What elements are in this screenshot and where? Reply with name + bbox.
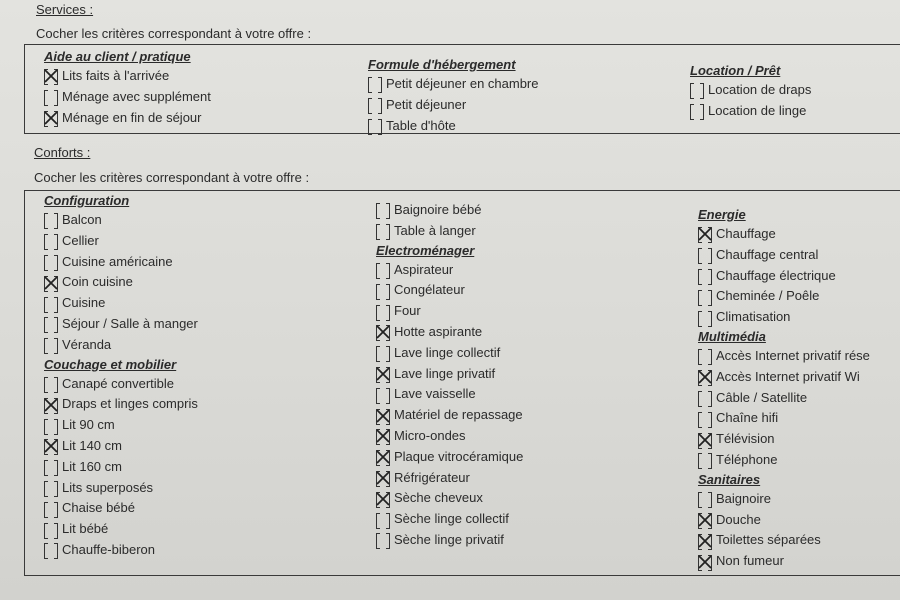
- cross-mark-icon: [44, 111, 58, 125]
- cross-mark-icon: [698, 370, 712, 384]
- checkbox-icon[interactable]: [44, 377, 58, 391]
- checked-box-icon[interactable]: [698, 370, 712, 384]
- checkbox-label: Chauffe-biberon: [62, 541, 155, 557]
- checkbox-item-climatisation[interactable]: [698, 307, 870, 328]
- checkbox-label: Table à langer: [394, 222, 476, 238]
- checkbox-item-cellier[interactable]: [44, 231, 198, 252]
- checkbox-item-chauffe-biberon[interactable]: [44, 540, 198, 561]
- checkbox-label: Climatisation: [716, 309, 791, 325]
- checkbox-label: Coin cuisine: [62, 274, 133, 290]
- checked-box-icon[interactable]: [376, 471, 390, 485]
- checkbox-item-hotte-aspirante[interactable]: [376, 322, 523, 343]
- checkbox-item-douche[interactable]: [698, 510, 870, 531]
- checkbox-item-chauffage-electrique[interactable]: [698, 266, 870, 287]
- checkbox-label: Petit déjeuner en chambre: [386, 76, 539, 91]
- checkbox-icon[interactable]: [376, 203, 390, 217]
- checkbox-item-lit-160-cm[interactable]: [44, 457, 198, 478]
- checkbox-label: Baignoire bébé: [394, 202, 482, 217]
- checkbox-label: Lit 160 cm: [62, 458, 122, 474]
- cross-mark-icon: [376, 471, 390, 485]
- services-column-location: [690, 62, 811, 122]
- cross-mark-icon: [376, 429, 390, 443]
- cross-mark-icon: [44, 439, 58, 453]
- cross-mark-icon: [376, 325, 390, 339]
- checkbox-icon[interactable]: [698, 391, 712, 405]
- cross-mark-icon: [44, 398, 58, 412]
- conforts-heading: Conforts :: [34, 145, 91, 160]
- checkbox-item-congelateur[interactable]: [376, 280, 523, 301]
- checkbox-label: Chauffage central: [716, 246, 819, 262]
- checkbox-item-lits-faits-a-l-arrivee[interactable]: [44, 66, 211, 87]
- cross-mark-icon: [698, 555, 712, 569]
- checkbox-icon[interactable]: [690, 83, 704, 97]
- checkbox-label: Cuisine américaine: [62, 253, 173, 269]
- checkbox-label: Cheminée / Poêle: [716, 288, 820, 304]
- checkbox-item-non-fumeur[interactable]: [698, 551, 870, 572]
- checkbox-icon[interactable]: [698, 311, 712, 325]
- checkbox-icon[interactable]: [44, 481, 58, 495]
- checkbox-label: Chaise bébé: [62, 500, 135, 516]
- checked-box-icon[interactable]: [376, 492, 390, 506]
- checkbox-label: Accès Internet privatif Wi: [716, 368, 860, 384]
- checkbox-icon[interactable]: [44, 419, 58, 433]
- checkbox-icon[interactable]: [698, 349, 712, 363]
- checkbox-item-table-d-hote[interactable]: [368, 116, 538, 137]
- checkbox-label: Plaque vitrocéramique: [394, 448, 524, 464]
- checkbox-icon[interactable]: [698, 453, 712, 467]
- checked-box-icon[interactable]: [376, 429, 390, 443]
- cross-mark-icon: [376, 492, 390, 506]
- checkbox-item-chauffage-central[interactable]: [698, 245, 870, 266]
- checkbox-label: Lave linge collectif: [394, 344, 501, 360]
- section-title-multimedia: Multimédia: [698, 328, 766, 344]
- checkbox-label: Draps et linges compris: [62, 396, 198, 412]
- conforts-column-1: [44, 192, 198, 561]
- checkbox-item-telephone[interactable]: [698, 450, 870, 471]
- checkbox-item-cuisine-americaine[interactable]: [44, 252, 198, 273]
- checkbox-item-chauffage[interactable]: [698, 224, 870, 245]
- checkbox-icon[interactable]: [44, 543, 58, 557]
- checkbox-item-aspirateur[interactable]: [376, 260, 523, 281]
- cross-mark-icon: [698, 534, 712, 548]
- checkbox-item-acces-internet-privatif-rese[interactable]: [698, 346, 870, 367]
- checkbox-icon[interactable]: [376, 388, 390, 402]
- checkbox-item-menage-avec-supplement[interactable]: [44, 87, 211, 108]
- checkbox-label: Lits faits à l'arrivée: [62, 68, 170, 83]
- section-title-formule-d-hebergement: Formule d'hébergement: [368, 57, 516, 72]
- checkbox-item-sejour-salle-a-manger[interactable]: [44, 314, 198, 335]
- cross-mark-icon: [44, 69, 58, 83]
- checkbox-item-chaine-hifi[interactable]: [698, 408, 870, 429]
- checked-box-icon[interactable]: [376, 367, 390, 381]
- checkbox-label: Lits superposés: [62, 479, 154, 495]
- checkbox-item-lave-linge-privatif[interactable]: [376, 364, 523, 385]
- checkbox-icon[interactable]: [376, 533, 390, 547]
- checkbox-icon[interactable]: [44, 523, 58, 537]
- checkbox-label: Matériel de repassage: [394, 407, 523, 423]
- checkbox-label: Sèche linge collectif: [394, 511, 509, 527]
- checkbox-label: Lave vaisselle: [394, 386, 476, 402]
- checkbox-icon[interactable]: [44, 502, 58, 516]
- checkbox-item-draps-et-linges-compris[interactable]: [44, 394, 198, 415]
- checkbox-item-petit-dejeuner[interactable]: [368, 95, 538, 116]
- checkbox-item-lit-bebe[interactable]: [44, 519, 198, 540]
- checkbox-icon[interactable]: [698, 290, 712, 304]
- checkbox-icon[interactable]: [376, 284, 390, 298]
- section-title-electromenager: Electroménager: [376, 242, 475, 258]
- checkbox-label: Non fumeur: [716, 553, 784, 569]
- checkbox-item-cable-satellite[interactable]: [698, 388, 870, 409]
- checked-box-icon[interactable]: [44, 398, 58, 412]
- checkbox-icon[interactable]: [368, 119, 382, 133]
- checkbox-icon[interactable]: [44, 338, 58, 352]
- checkbox-label: Chauffage: [716, 226, 776, 241]
- checkbox-item-table-a-langer[interactable]: [376, 221, 523, 242]
- checkbox-icon[interactable]: [44, 213, 58, 227]
- checked-box-icon[interactable]: [376, 325, 390, 339]
- checkbox-item-seche-cheveux[interactable]: [376, 488, 523, 509]
- checkbox-label: Canapé convertible: [62, 375, 175, 391]
- checkbox-label: Ménage en fin de séjour: [62, 109, 202, 125]
- checked-box-icon[interactable]: [698, 433, 712, 447]
- checkbox-label: Véranda: [62, 336, 112, 352]
- checkbox-item-four[interactable]: [376, 301, 523, 322]
- checkbox-item-cheminee-poele[interactable]: [698, 286, 870, 307]
- checkbox-item-veranda[interactable]: [44, 335, 198, 356]
- services-column-formule: [368, 56, 538, 136]
- services-column-aide: [44, 48, 211, 128]
- checkbox-label: Chauffage électrique: [716, 267, 836, 283]
- checkbox-icon[interactable]: [44, 90, 58, 104]
- checkbox-icon[interactable]: [376, 346, 390, 360]
- section-title-couchage-et-mobilier: Couchage et mobilier: [44, 356, 177, 372]
- checkbox-label: Sèche linge privatif: [394, 531, 504, 547]
- checkbox-item-materiel-de-repassage[interactable]: [376, 405, 523, 426]
- section-title-sanitaires: Sanitaires: [698, 471, 761, 487]
- checked-box-icon[interactable]: [376, 409, 390, 423]
- checkbox-label: Lave linge privatif: [394, 365, 496, 381]
- section-title-aide-au-client-pratique: Aide au client / pratique: [44, 49, 191, 64]
- checkbox-item-lave-vaisselle[interactable]: [376, 384, 523, 405]
- checkbox-item-location-de-linge[interactable]: [690, 101, 811, 122]
- checkbox-label: Cellier: [62, 232, 99, 248]
- checked-box-icon[interactable]: [44, 276, 58, 290]
- checked-box-icon[interactable]: [698, 227, 712, 241]
- checkbox-label: Douche: [716, 511, 761, 527]
- checkbox-item-television[interactable]: [698, 429, 870, 450]
- checkbox-icon[interactable]: [44, 317, 58, 331]
- checkbox-label: Four: [394, 303, 421, 319]
- cross-mark-icon: [698, 227, 712, 241]
- section-title-energie: Energie: [698, 207, 746, 222]
- checkbox-item-menage-en-fin-de-sejour[interactable]: [44, 108, 211, 129]
- checkbox-label: Réfrigérateur: [394, 469, 470, 485]
- checkbox-icon[interactable]: [376, 263, 390, 277]
- checked-box-icon[interactable]: [698, 555, 712, 569]
- checkbox-label: Accès Internet privatif rése: [716, 347, 870, 363]
- cross-mark-icon: [698, 513, 712, 527]
- checked-box-icon[interactable]: [698, 534, 712, 548]
- checkbox-icon[interactable]: [368, 98, 382, 112]
- cross-mark-icon: [698, 433, 712, 447]
- cross-mark-icon: [44, 276, 58, 290]
- checkbox-item-location-de-draps[interactable]: [690, 80, 811, 101]
- checkbox-item-lits-superposes[interactable]: [44, 478, 198, 499]
- checkbox-icon[interactable]: [44, 255, 58, 269]
- checkbox-label: Location de linge: [708, 102, 807, 118]
- checkbox-icon[interactable]: [698, 248, 712, 262]
- checkbox-item-coin-cuisine[interactable]: [44, 272, 198, 293]
- conforts-instruction: Cocher les critères correspondant à votre offre :: [34, 170, 310, 185]
- checkbox-label: Télévision: [716, 431, 775, 447]
- checked-box-icon[interactable]: [698, 513, 712, 527]
- checkbox-label: Chaîne hifi: [716, 410, 779, 426]
- checkbox-label: Balcon: [62, 212, 102, 227]
- checkbox-item-micro-ondes[interactable]: [376, 426, 523, 447]
- checked-box-icon[interactable]: [44, 439, 58, 453]
- checkbox-icon[interactable]: [376, 224, 390, 238]
- checkbox-item-seche-linge-privatif[interactable]: [376, 530, 523, 551]
- checkbox-item-canape-convertible[interactable]: [44, 374, 198, 395]
- checkbox-label: Toilettes séparées: [716, 532, 821, 548]
- checkbox-label: Micro-ondes: [394, 427, 466, 443]
- checkbox-icon[interactable]: [698, 492, 712, 506]
- cross-mark-icon: [376, 409, 390, 423]
- checkbox-label: Baignoire: [716, 490, 771, 506]
- checkbox-item-refrigerateur[interactable]: [376, 468, 523, 489]
- checked-box-icon[interactable]: [376, 450, 390, 464]
- checkbox-icon[interactable]: [44, 234, 58, 248]
- cross-mark-icon: [376, 367, 390, 381]
- checkbox-item-chaise-bebe[interactable]: [44, 498, 198, 519]
- conforts-column-2: [376, 200, 523, 551]
- checkbox-item-cuisine[interactable]: [44, 293, 198, 314]
- checkbox-item-baignoire[interactable]: [698, 489, 870, 510]
- services-instruction: Cocher les critères correspondant à votre offre :: [36, 26, 312, 41]
- checkbox-label: Hotte aspirante: [394, 323, 483, 339]
- checkbox-label: Petit déjeuner: [386, 96, 467, 112]
- checkbox-icon[interactable]: [690, 104, 704, 118]
- checkbox-item-lit-140-cm[interactable]: [44, 436, 198, 457]
- checkbox-label: Cuisine: [62, 295, 106, 311]
- checkbox-label: Ménage avec supplément: [62, 88, 211, 104]
- checkbox-label: Téléphone: [716, 451, 778, 467]
- checkbox-item-plaque-vitroceramique[interactable]: [376, 447, 523, 468]
- checkbox-item-lave-linge-collectif[interactable]: [376, 343, 523, 364]
- checked-box-icon[interactable]: [44, 111, 58, 125]
- checkbox-icon[interactable]: [698, 412, 712, 426]
- checkbox-icon[interactable]: [44, 460, 58, 474]
- checkbox-item-balcon[interactable]: [44, 210, 198, 231]
- checkbox-label: Sèche cheveux: [394, 490, 483, 506]
- checkbox-label: Table d'hôte: [386, 117, 456, 133]
- checkbox-item-lit-90-cm[interactable]: [44, 415, 198, 436]
- checkbox-icon[interactable]: [698, 269, 712, 283]
- checkbox-icon[interactable]: [368, 77, 382, 91]
- checkbox-icon[interactable]: [376, 513, 390, 527]
- checkbox-label: Séjour / Salle à manger: [62, 315, 198, 331]
- section-title-configuration: Configuration: [44, 193, 130, 208]
- services-heading: Services :: [36, 2, 94, 17]
- checkbox-label: Lit 140 cm: [62, 437, 122, 453]
- checkbox-label: Location de draps: [708, 82, 812, 97]
- checkbox-item-baignoire-bebe[interactable]: [376, 200, 523, 221]
- checkbox-item-toilettes-separees[interactable]: [698, 530, 870, 551]
- checkbox-label: Lit bébé: [62, 521, 109, 537]
- checked-box-icon[interactable]: [44, 69, 58, 83]
- cross-mark-icon: [376, 450, 390, 464]
- checkbox-item-petit-dejeuner-en-chambre[interactable]: [368, 74, 538, 95]
- checkbox-icon[interactable]: [44, 297, 58, 311]
- checkbox-label: Lit 90 cm: [62, 417, 115, 433]
- checkbox-icon[interactable]: [376, 305, 390, 319]
- checkbox-item-acces-internet-privatif-wi[interactable]: [698, 367, 870, 388]
- checkbox-label: Câble / Satellite: [716, 389, 808, 405]
- conforts-column-3: [698, 206, 870, 572]
- checkbox-label: Congélateur: [394, 282, 465, 298]
- checkbox-item-seche-linge-collectif[interactable]: [376, 509, 523, 530]
- section-title-location-pret: Location / Prêt: [690, 63, 781, 78]
- checkbox-label: Aspirateur: [394, 261, 454, 277]
